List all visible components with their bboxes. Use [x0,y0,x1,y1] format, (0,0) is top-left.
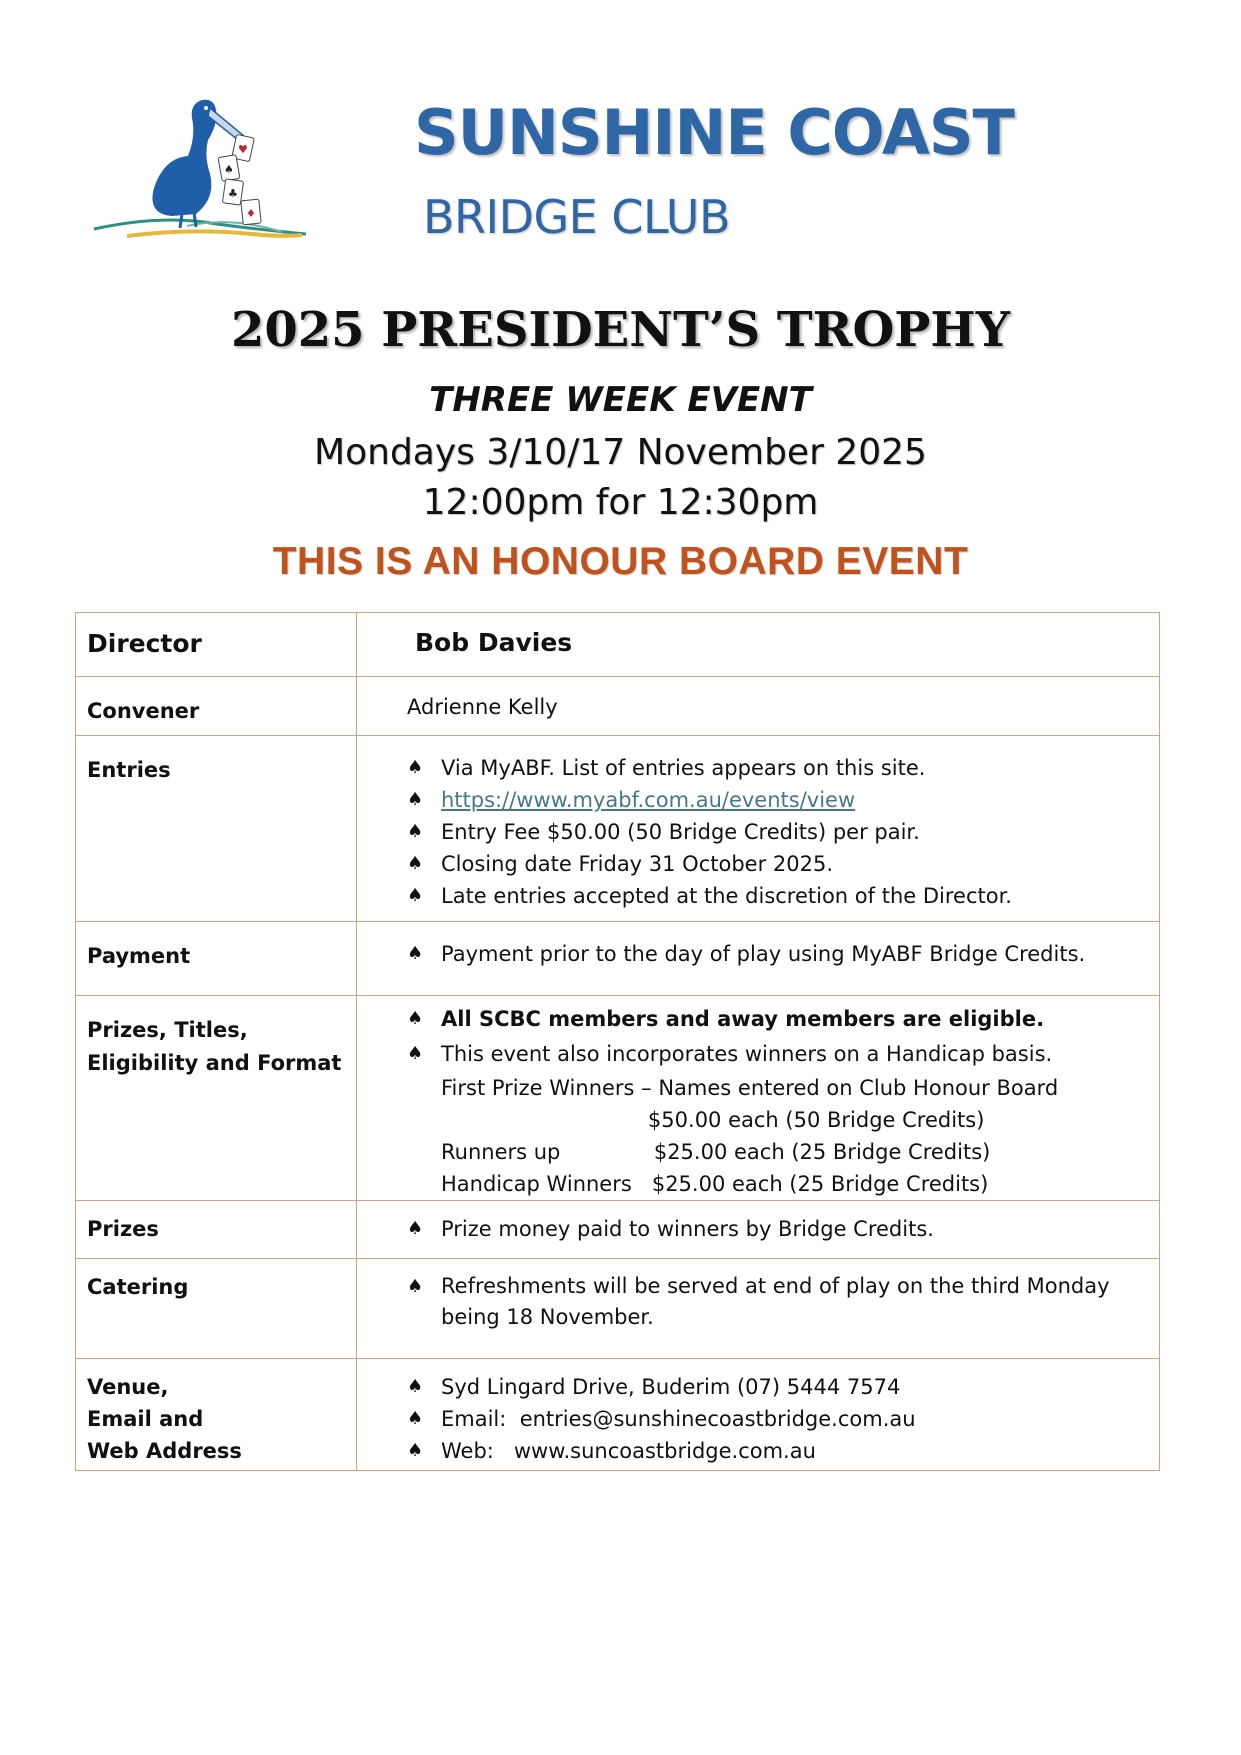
spade-bullet-icon: ♠ [407,1008,424,1029]
spade-bullet-icon: ♠ [407,1408,424,1429]
venue-email[interactable]: Email: entries@sunshinecoastbridge.com.au [441,1407,916,1431]
club-name-line1: SUNSHINE COAST [414,96,1014,169]
pelican-with-playing-cards-logo [92,96,312,246]
list-item: ♠ Via MyABF. List of entries appears on this site. [407,752,1141,784]
director-label: Director [76,613,357,677]
spade-bullet-icon: ♠ [407,853,424,874]
prizes-titles-value [357,996,1160,1201]
event-times: 12:00pm for 12:30pm [422,482,819,523]
prizes-value [357,1201,1160,1259]
list-item: ♠ Payment prior to the day of play using MyABF Bridge Credits. [407,938,1141,970]
list-item [407,1435,1141,1467]
payment-value [357,922,1160,996]
payment-label: Payment [76,922,357,996]
spade-bullet-icon: ♠ [407,821,424,842]
prize-line: Handicap Winners $25.00 each (25 Bridge Credits) [441,1172,989,1196]
venue-value [357,1359,1160,1471]
svg-text:♦: ♦ [246,207,256,220]
prizes-label: Prizes [76,1201,357,1259]
myabf-events-link[interactable]: https://www.myabf.com.au/events/view [441,788,856,812]
venue-address: Syd Lingard Drive, Buderim (07) 5444 7574 [441,1375,901,1399]
entries-label: Entries [76,736,357,922]
list-item: ♠ All SCBC members and away members are eligible. [407,1002,1141,1036]
table-row [76,613,1160,677]
entries-list [407,752,1141,912]
spade-bullet-icon: ♠ [407,1440,424,1461]
event-title: 2025 PRESIDENT’S TROPHY [230,302,1010,358]
list-item: ♠ Late entries accepted at the discretion of the Director. [407,880,1141,912]
convener-label: Convener [76,677,357,736]
table-row [76,1201,1160,1259]
prize-line: First Prize Winners – Names entered on Club Honour Board [441,1076,1059,1100]
event-subtitle: THREE WEEK EVENT [429,380,812,420]
list-item: ♠ Entry Fee $50.00 (50 Bridge Credits) per pair. [407,816,1141,848]
club-name-line2: BRIDGE CLUB [423,190,731,244]
event-details-table [75,612,1160,1471]
table-row [76,736,1160,922]
prize-line: Runners up $25.00 each (25 Bridge Credits) [441,1140,991,1164]
list-item: ♠ This event also incorporates winners on a Handicap basis. [407,1036,1141,1072]
list-item: ♠ Prize money paid to winners by Bridge Credits. [407,1213,1141,1245]
list-item [407,1403,1141,1435]
table-row [76,677,1160,736]
list-item: ♠ Closing date Friday 31 October 2025. [407,848,1141,880]
honour-board-notice: THIS IS AN HONOUR BOARD EVENT [272,540,969,583]
spade-bullet-icon: ♠ [407,789,424,810]
catering-label: Catering [76,1259,357,1359]
svg-text:♠: ♠ [224,163,234,176]
spade-bullet-icon: ♠ [407,1276,424,1297]
spade-bullet-icon: ♠ [407,1218,424,1239]
director-value: Bob Davies [357,613,1160,677]
table-row [76,1259,1160,1359]
catering-value [357,1259,1160,1359]
table-row [76,1359,1160,1471]
convener-value: Adrienne Kelly [357,677,1160,736]
svg-text:♣: ♣ [228,187,238,200]
list-item: ♠ Refreshments will be served at end of play on the third Monday being 18 November. [407,1271,1141,1333]
venue-web[interactable]: Web: www.suncoastbridge.com.au [441,1439,816,1463]
spade-bullet-icon: ♠ [407,1043,424,1064]
prizes-titles-label: Prizes, Titles, Eligibility and Format [76,996,357,1201]
spade-bullet-icon: ♠ [407,757,424,778]
table-row [76,922,1160,996]
prize-line: $50.00 each (50 Bridge Credits) [441,1108,985,1132]
spade-bullet-icon: ♠ [407,885,424,906]
venue-label: Venue, Email and Web Address [76,1359,357,1471]
entries-value [357,736,1160,922]
list-item [407,1371,1141,1403]
svg-text:♥: ♥ [238,143,248,156]
list-item [407,784,1141,816]
event-dates: Mondays 3/10/17 November 2025 [314,432,927,473]
spade-bullet-icon: ♠ [407,1376,424,1397]
spade-bullet-icon: ♠ [407,943,424,964]
table-row [76,996,1160,1201]
